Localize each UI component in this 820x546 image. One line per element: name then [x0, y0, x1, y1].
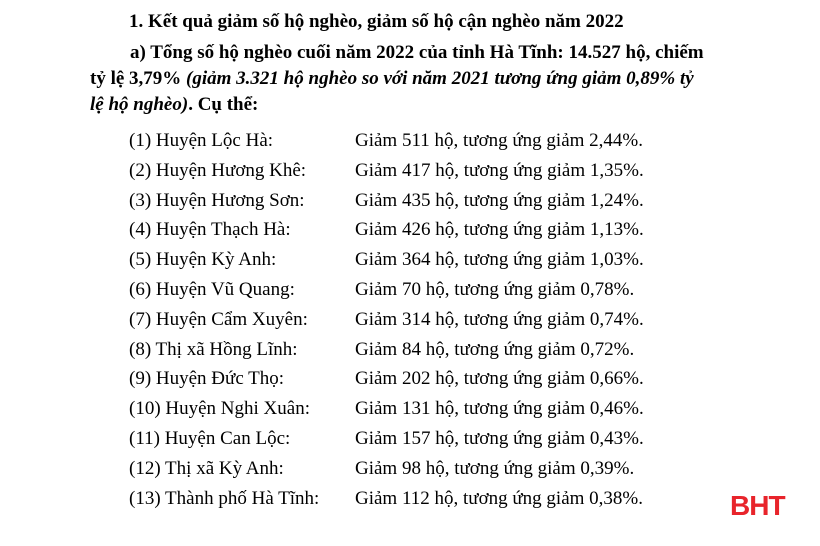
list-item [129, 156, 729, 186]
list-item [129, 186, 729, 216]
district-name: (8) Thị xã Hồng Lĩnh: [129, 338, 298, 360]
district-name: (6) Huyện Vũ Quang: [129, 278, 295, 300]
summary-rate: tỷ lệ 3,79% [90, 68, 187, 89]
district-result: Giảm 70 hộ, tương ứng giảm 0,78%. [355, 278, 635, 300]
district-result: Giảm 112 hộ, tương ứng giảm 0,38%. [355, 487, 643, 509]
district-name: (2) Huyện Hương Khê: [129, 159, 307, 181]
district-result: Giảm 202 hộ, tương ứng giảm 0,66%. [355, 368, 644, 390]
list-item [129, 484, 729, 514]
district-result: Giảm 131 hộ, tương ứng giảm 0,46%. [355, 398, 644, 420]
district-result: Giảm 435 hộ, tương ứng giảm 1,24%. [355, 189, 644, 211]
list-item [129, 275, 729, 305]
district-name: (9) Huyện Đức Thọ: [129, 368, 285, 390]
district-result: Giảm 511 hộ, tương ứng giảm 2,44%. [355, 130, 643, 151]
district-result: Giảm 84 hộ, tương ứng giảm 0,72%. [355, 338, 635, 360]
list-item [129, 215, 729, 245]
summary-paragraph [90, 40, 762, 118]
list-item [129, 424, 729, 454]
district-name: (12) Thị xã Kỳ Anh: [129, 457, 284, 479]
list-item [129, 335, 729, 365]
district-result: Giảm 157 hộ, tương ứng giảm 0,43%. [355, 427, 644, 449]
district-list [129, 126, 729, 513]
list-item [129, 394, 729, 424]
summary-line-2 [90, 66, 762, 92]
district-result: Giảm 417 hộ, tương ứng giảm 1,35%. [355, 159, 644, 181]
list-item [129, 126, 729, 156]
district-name: (3) Huyện Hương Sơn: [129, 189, 305, 211]
district-name: (10) Huyện Nghi Xuân: [129, 398, 310, 420]
summary-line-3 [90, 92, 762, 118]
district-name: (11) Huyện Can Lộc: [129, 427, 291, 449]
district-result: Giảm 364 hộ, tương ứng giảm 1,03%. [355, 249, 644, 271]
list-item [129, 305, 729, 335]
list-item [129, 245, 729, 275]
district-result: Giảm 314 hộ, tương ứng giảm 0,74%. [355, 308, 644, 330]
summary-note-part-1: (giảm 3.321 hộ nghèo so với năm 2021 tương ứng giảm 0,89% tỷ [186, 68, 694, 89]
summary-line-1: a) Tổng số hộ nghèo cuối năm 2022 của tỉnh Hà Tĩnh: 14.527 hộ, chiếm [130, 42, 704, 63]
district-name: (4) Huyện Thạch Hà: [129, 219, 291, 241]
district-result: Giảm 98 hộ, tương ứng giảm 0,39%. [355, 457, 635, 479]
district-name: (5) Huyện Kỳ Anh: [129, 249, 277, 271]
list-item [129, 364, 729, 394]
section-heading: 1. Kết quả giảm số hộ nghèo, giảm số hộ cận nghèo năm 2022 [129, 11, 624, 32]
district-name: (13) Thành phố Hà Tĩnh: [129, 487, 320, 509]
district-result: Giảm 426 hộ, tương ứng giảm 1,13%. [355, 219, 644, 241]
bht-logo: BHT [730, 490, 785, 521]
list-item [129, 454, 729, 484]
summary-lead-in: . Cụ thể: [188, 94, 259, 115]
summary-note-part-2: lệ hộ nghèo) [90, 94, 189, 115]
district-name: (1) Huyện Lộc Hà: [129, 130, 274, 151]
district-name: (7) Huyện Cẩm Xuyên: [129, 308, 308, 330]
